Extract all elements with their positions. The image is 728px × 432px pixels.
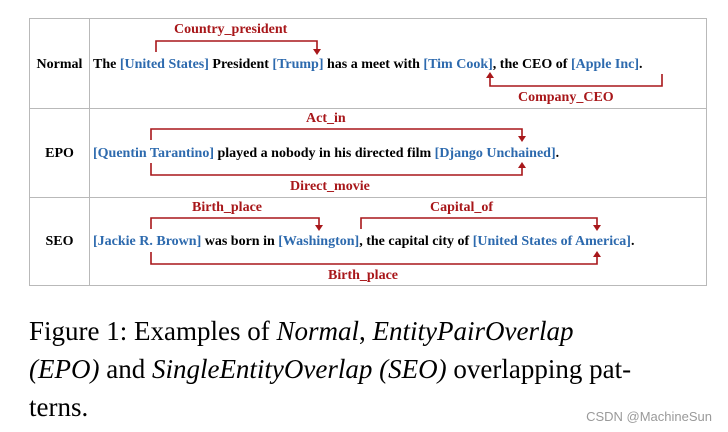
row-label-normal: Normal [36,57,83,72]
sentence-token: . [555,146,560,161]
entity-token: [Trump] [272,57,324,72]
entity-token: [Washington] [278,234,360,249]
caption-text: overlapping pat- [446,354,632,384]
sentence-token: President [208,57,273,72]
arrow-company-ceo [490,74,662,86]
arrow-act-in [151,129,522,140]
sentence-token: . [639,57,643,72]
caption-term-normal: Normal [276,316,359,346]
sentence-token: played a nobody in his directed film [213,146,435,161]
entity-token: [Tim Cook] [423,57,493,72]
relation-label-birth-place-2: Birth_place [328,268,398,283]
caption-text: and [99,354,152,384]
sentence-token: The [93,57,120,72]
sentence-token: . [630,234,635,249]
relation-label-act-in: Act_in [306,111,346,126]
relation-label-birth-place: Birth_place [192,200,262,215]
entity-token: [Jackie R. Brown] [93,234,202,249]
sentence-token: , the capital city of [359,234,473,249]
arrow-capital-of [361,218,597,229]
relation-label-direct-movie: Direct_movie [290,179,370,194]
row-label-epo: EPO [45,146,74,161]
caption-text: , [359,316,373,346]
watermark: CSDN @MachineSun [586,409,712,424]
sentence-token: has a meet with [323,57,424,72]
entity-token: [Django Unchained] [434,146,556,161]
caption-text: terns. [29,392,89,422]
arrow-direct-movie [151,163,522,175]
entity-token: [Apple Inc] [570,57,640,72]
row-label-seo: SEO [45,234,74,249]
sentence-token: , the CEO of [492,57,571,72]
arrow-birth-place [151,218,319,229]
caption-term-seo: SingleEntityOverlap (SEO) [151,354,447,384]
entity-token: [Quentin Tarantino] [93,146,214,161]
caption-line [29,350,703,388]
sentence-token: was born in [201,234,279,249]
caption-term-epo: EntityPairOverlap [372,316,574,346]
arrow-birth-place-2 [151,252,597,264]
arrow-country-president [156,41,317,52]
caption-text: Figure 1: Examples of [29,316,277,346]
entity-token: [United States of America] [472,234,631,249]
entity-token: [United States] [119,57,209,72]
caption-term-epo-abbr: (EPO) [29,354,100,384]
relation-label-country-president: Country_president [174,22,288,37]
caption-line [29,312,703,350]
relation-label-capital-of: Capital_of [430,200,493,215]
relation-label-company-ceo: Company_CEO [518,90,614,105]
